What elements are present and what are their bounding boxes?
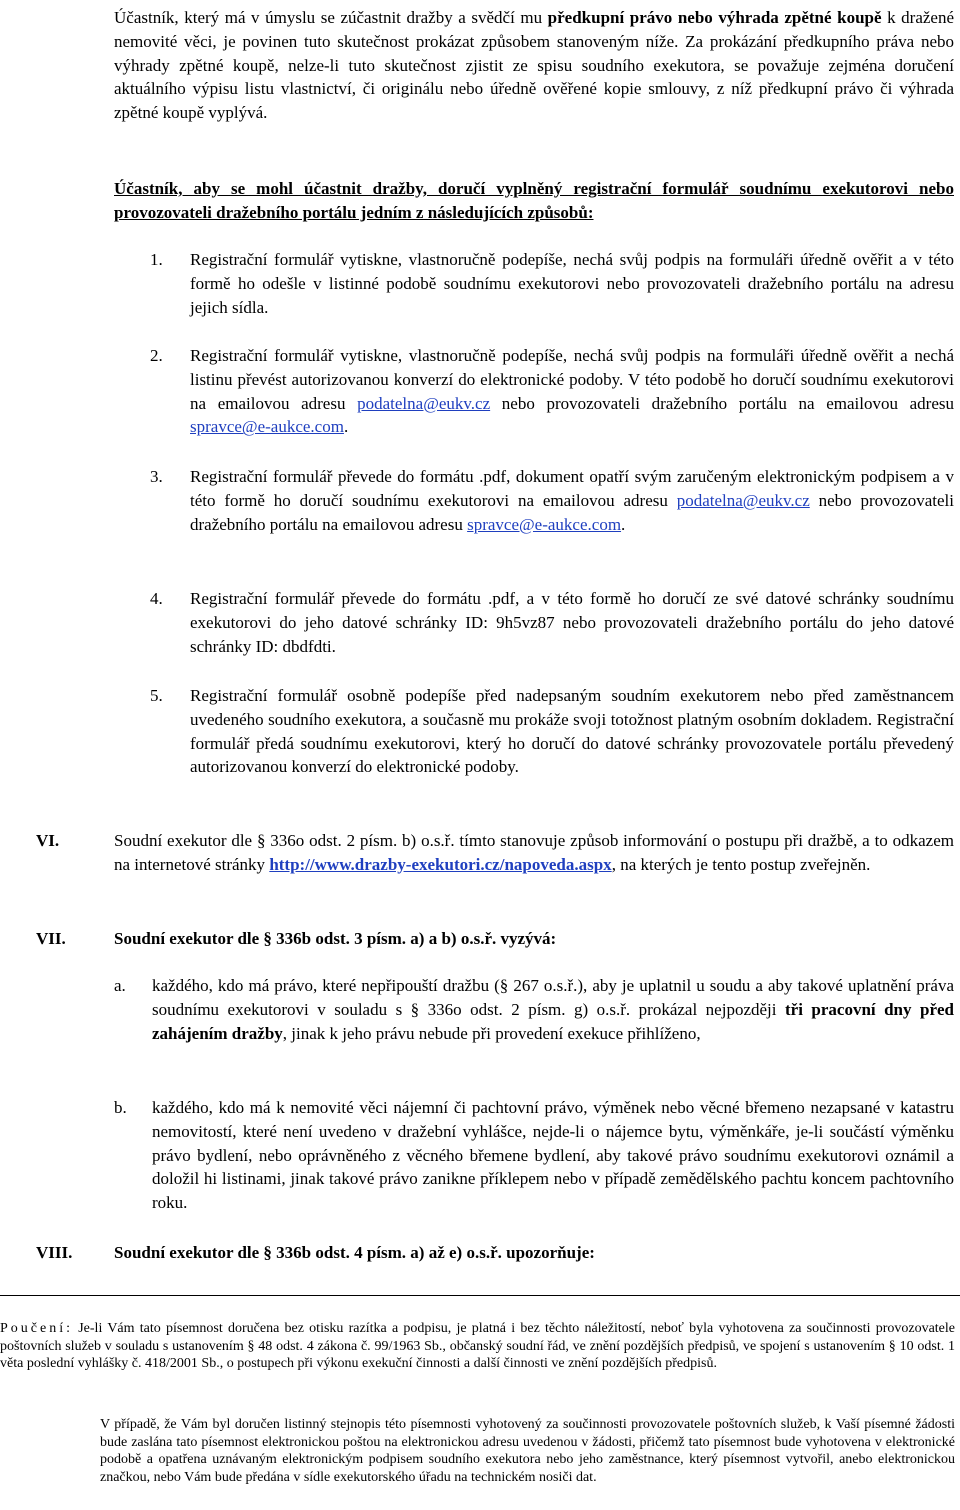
section-vii-a-text-a: každého, kdo má právo, které nepřipouští dražbu (§ 267 o.s.ř.), aby je uplatnil u soudu a aby takové uplatnění práva soudnímu exekutorovi v souladu s § 336o odst. 2 písm. g) o.s.ř. prokázal nejpozději [152,976,954,1019]
step-3-text-c: . [621,514,626,534]
step-1-number: 1. [150,250,163,269]
step-5-number: 5. [150,686,163,705]
section-vii-number: VII. [36,929,66,948]
section-vii-b-letter: b. [114,1098,127,1117]
section-vii-a-text [152,974,954,1045]
step-2-text-c: . [343,417,349,437]
registration-heading: Účastník, aby se mohl účastnit dražby, doručí vyplněný registrační formulář soudnímu exekutorovi nebo provozovateli dražebního portálu jedním z následujících způsobů: [114,179,954,222]
section-vii-a-letter: a. [114,976,126,995]
section-viii-heading: Soudní exekutor dle § 336b odst. 4 písm. a) až e) o.s.ř. upozorňuje: [114,1243,595,1262]
section-vii-heading: Soudní exekutor dle § 336b odst. 3 písm. a) a b) o.s.ř. vyzývá: [114,929,557,948]
section-vi-text [114,829,954,877]
footer-divider [0,1295,960,1296]
step-2-number: 2. [150,346,163,365]
step-4-text: Registrační formulář převede do formátu .pdf, a v této formě ho doručí ze své datové schránky soudnímu exekutorovi do jeho datové schránky ID: 9h5vz87 nebo provozovateli dražebního portálu do jeho datové schránky ID: dbdfdti. [190,589,954,656]
section-vi-number: VI. [36,831,60,850]
preemption-text-a: Účastník, který má v úmyslu se zúčastnit dražby a svědčí mu [114,8,548,27]
section-viii-number: VIII. [36,1243,73,1262]
email-link-podatelna[interactable]: podatelna@eukv.cz [676,490,810,510]
step-3-text [190,465,954,536]
step-3-text-a: Registrační formulář převede do formátu .pdf, dokument opatří svým zaručeným elektronickým podpisem a v této formě ho doručí soudnímu exekutorovi na emailovou adresu [190,467,954,510]
step-2-text-a: Registrační formulář vytiskne, vlastnoručně podepíše, nechá svůj podpis na formuláři úředně ověřit a nechá listinu převést autorizovanou konverzí do elektronické podoby. V této podobě ho doručí soudnímu exekutorovi na emailovou adresu [190,346,954,413]
section-vi-text-a: Soudní exekutor dle § 336o odst. 2 písm. b) o.s.ř. tímto stanovuje způsob informování o postupu při dražbě, a to odkazem na internetové stránky [114,831,954,874]
section-vii-a-bold: tři pracovní dny před zahájením dražby [152,999,955,1043]
preemption-text-c: k dražené nemovité věci, je povinen tuto skutečnost prokázat způsobem stanoveným níže. Za prokázání předkupního práva nebo výhrady zpětné koupě, nelze-li tuto skutečnost zjistit ze spisu soudního exekutora, se považuje zejména doručení aktuálního výpisu listu vlastnictví, či originálu nebo úředně ověřené kopie smlouvy, z níž předkupní právo či výhrada zpětné koupě vyplývá. [114,8,954,123]
step-3-text-b: nebo provozovateli dražebního portálu na emailovou adresu [190,490,954,534]
step-4-number: 4. [150,589,163,608]
email-link-spravce[interactable]: spravce@e-aukce.com [467,514,622,534]
section-vii-a-text-b: , jinak k jeho právu nebude při provedení exekuce přihlíženo, [282,1023,701,1043]
preemption-bold: předkupní právo nebo výhrada zpětné koupě [547,8,882,27]
step-1-text: Registrační formulář vytiskne, vlastnoručně podepíše, nechá svůj podpis na formuláři úředně ověřit a v této formě ho odešle v listinné podobě soudnímu exekutorovi nebo provozovateli dražebního portálu na adresu jejich sídla. [190,250,954,317]
help-page-link[interactable]: http://www.drazby-exekutori.cz/napoveda.aspx [269,854,612,874]
section-vi-text-b: , na kterých je tento postup zveřejněn. [611,854,871,874]
step-2-text [190,344,954,439]
footer-label: Poučení: [0,1321,73,1336]
step-5-text: Registrační formulář osobně podepíše před nadepsaným soudním exekutorem nebo před zaměstnancem uvedeného soudního exekutora, a současně mu prokáže svoji totožnost platným osobním dokladem. Registrační formulář předá soudnímu exekutorovi, který ho doručí do datové schránky provozovatele portálu převedený autorizovanou konverzí do elektronické podoby. [190,686,954,777]
footer-notice [0,1320,955,1373]
step-2-text-b: nebo provozovateli dražebního portálu na emailovou adresu [490,393,954,413]
step-3-number: 3. [150,467,163,486]
email-link-spravce[interactable]: spravce@e-aukce.com [190,417,344,437]
preemption-paragraph [114,6,954,125]
footer-p1: Je-li Vám tato písemnost doručena bez otisku razítka a podpisu, je platná i bez těchto náležitostí, neboť byla vyhotovena za součinnosti provozovatele poštovních služeb v souladu s ustanovením § 48 odst. 4 zákona č. 99/1963 Sb., občanský soudní řád, ve znění pozdějších předpisů, ve spojení s ustanovením § 10 odst. 1 věta poslední vyhlášky č. 418/2001 Sb., o postupech při výkonu exekuční činnosti a další činnosti ve znění pozdějších předpisů. [0,1321,955,1372]
email-link-podatelna[interactable]: podatelna@eukv.cz [357,393,491,413]
footer-notice-2: V případě, že Vám byl doručen listinný stejnopis této písemnosti vyhotovený za součinnosti provozovatele poštovních služeb, k Vaší písemné žádosti bude zaslána tato písemnost elektronickou poštou na elektronickou adresu uvedenou v žádosti, přičemž tato písemnost bude vyhotovena v elektronické podobě a opatřena uznávaným elektronickým podpisem soudního exekutora nebo jeho zaměstnance, který písemnost vytvořil, anebo elektronickou značkou, nebo Vám bude předána v sídle exekutorského úřadu na technickém nosiči dat. [100,1417,955,1486]
section-vii-b-text: každého, kdo má k nemovité věci nájemní či pachtovní právo, výměnek nebo věcné břemeno nezapsané v katastru nemovitostí, které není uvedeno v dražební vyhlášce, nejde-li o nájemce bytu, výměnkáře, je-li součástí výměnku právo bydlení, nebo oprávněného z věcného břemene bydlení, aby takové právo soudnímu exekutorovi oznámil a doložil hi listinami, jinak takové právo zanikne příklepem nebo v případě zemědělského pachtu koncem pachtovního roku. [152,1098,954,1213]
